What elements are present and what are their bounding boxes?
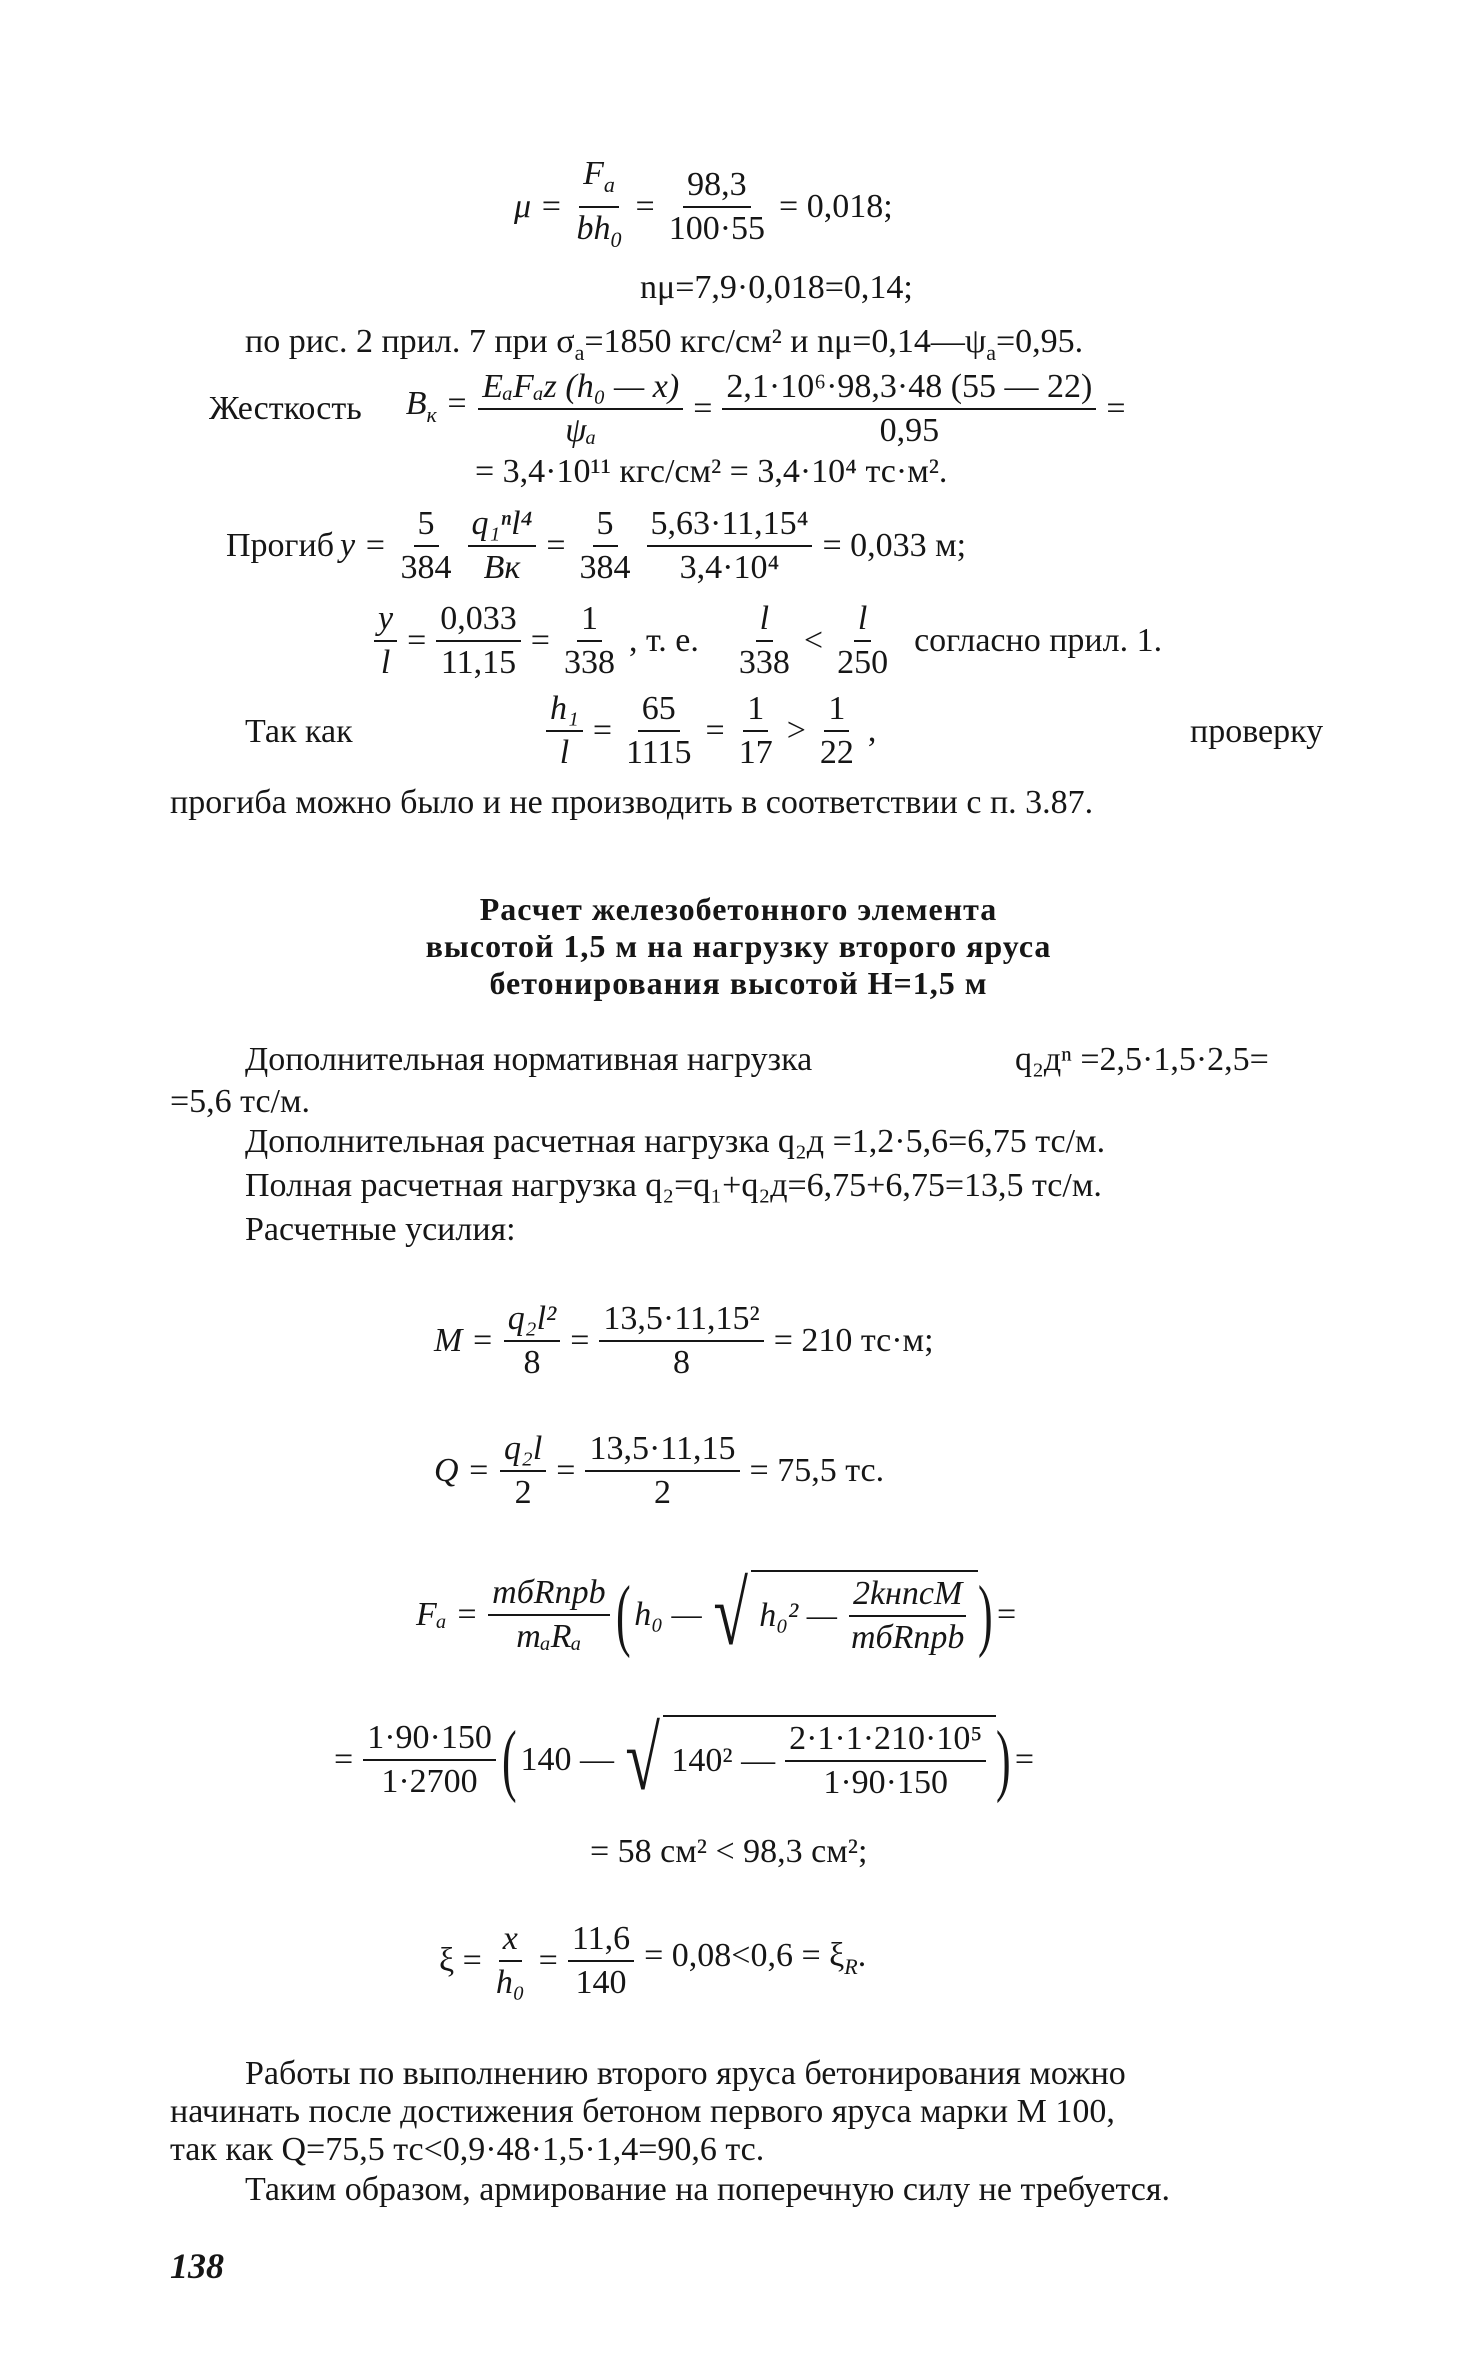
takkak-line2: прогиба можно было и не производить в соответствии с п. 3.87. xyxy=(170,784,1094,821)
takkak-label: Так как xyxy=(245,713,353,750)
load-line1c: =5,6 тс/м. xyxy=(170,1083,311,1120)
fraction: $\frac{\text{EₐFₐz (h₀ — x)}}{\text{ψₐ}}$ xyxy=(478,368,683,450)
section-heading-line1: Расчет железобетонного элемента xyxy=(479,891,998,927)
formula-deflection: Прогиб y = $\frac{5}{384}$ $\frac{\text{q₁ⁿl⁴}}{Bк}$ = $\frac{5}{384}$ $\frac{\text{5,63·11,15⁴}}{\text{3,4·10⁴}}$ = 0,033 м; xyxy=(226,505,967,586)
formula-xi: ξ = $\frac{x}{\text{h₀}}$ = $\frac{11,6}{140}$ = $0,08<0,6 = \xi_R$. xyxy=(439,1920,867,2001)
formula-moment: M = $\frac{\text{q₂l²}}{8}$ = $\frac{\text{13,5·11,15²}}{8}$ = 210 тс·м; xyxy=(434,1300,934,1381)
fraction: $\frac{98,3}{100\cdot 55}$ xyxy=(668,166,766,247)
area-result: = 58 см² < 98,3 см²; xyxy=(590,1833,868,1870)
closing-line4: Таким образом, армирование на поперечную силу не требуется. xyxy=(245,2171,1170,2208)
load-line1b: q₂дⁿ =2,5·1,5·2,5= xyxy=(1015,1041,1269,1078)
formula-shear: Q = $\frac{\text{q₂l}}{2}$ = $\frac{13,5\cdot 11,15}{2}$ = 75,5 тс. xyxy=(434,1430,885,1511)
closing-line3: так как Q=75,5 тс<0,9·48·1,5·1,4=90,6 тс. xyxy=(170,2131,765,2168)
fraction: $\frac{F_a}{bh_0}$ xyxy=(576,155,622,252)
formula-area: Fₐ = $\frac{\text{mбRпрb}}{\text{mₐRₐ}}$ ( h₀ — √ h₀² — $\frac{\text{2kнnсM}}{\text{mбRпрb}}$ ) = xyxy=(416,1565,1017,1664)
takkak-tail: проверку xyxy=(1190,713,1324,750)
stiffness-label: Жесткость xyxy=(209,390,362,427)
section-heading-line2: высотой 1,5 м на нагрузку второго яруса xyxy=(425,928,1052,964)
formula-nmu: nμ=7,9·0,018=0,14; xyxy=(640,269,913,306)
formula-mu: μ = $\frac{F_a}{bh_0}$ = $\frac{98,3}{100\cdot 55}$ = 0,018; xyxy=(510,155,897,259)
formula-mu-lhs: μ = xyxy=(514,188,563,225)
load-line3: Полная расчетная нагрузка q₂=q₁+q₂д=6,75+6,75=13,5 тс/м. xyxy=(245,1167,1102,1204)
formula-ratio: $\frac{y}{l}$ = $\frac{0,033}{11,15}$ = $\frac{1}{338}$ , т. е. $\frac{l}{338}$ < $\frac{l}{250}$ согласно прил. 1. xyxy=(368,600,1166,682)
formula-takkak: $\frac{\text{h₁}}{l}$ = $\frac{65}{1115}$ = $\frac{1}{17}$ > $\frac{1}{22}$ , xyxy=(540,690,880,772)
load-line1a: Дополнительная нормативная нагрузка xyxy=(245,1041,813,1078)
stiffness-result: = 3,4·10¹¹ кгс/см² = 3,4·10⁴ тс·м². xyxy=(475,453,948,490)
closing-line2: начинать после достижения бетоном первого яруса марки M 100, xyxy=(170,2093,1115,2130)
sqrt-sign: √ h₀² — $\frac{\text{2kнnсM}}{\text{mбRпрb}}$ xyxy=(706,1570,979,1660)
load-line4: Расчетные усилия: xyxy=(245,1211,516,1248)
formula-area-numeric: = $\frac{1\cdot 90\cdot 150}{1\cdot 2700}$ ( 140 — √ 140² — $\frac{\text{2·1·1·210·10⁵}}{1\cdot 90\cdot 150}$ ) = xyxy=(334,1710,1035,1809)
page-number: 138 xyxy=(170,2246,224,2286)
section-heading-line3: бетонирования высотой H=1,5 м xyxy=(489,965,988,1001)
sqrt-sign: √ 140² — $\frac{\text{2·1·1·210·10⁵}}{1\cdot 90\cdot 150}$ xyxy=(618,1715,996,1805)
fig-reference-line: по рис. 2 прил. 7 при $\sigma_a=1850$ кгс/см² и $n\mu=0,14—\psi_a=0,95$. xyxy=(245,323,1084,365)
deflection-label: Прогиб xyxy=(226,527,334,564)
load-line2: Дополнительная расчетная нагрузка q₂д =1,2·5,6=6,75 тс/м. xyxy=(245,1123,1106,1160)
formula-stiffness: Жесткость $B_к$ = $\frac{\text{EₐFₐz (h₀ — x)}}{\text{ψₐ}}$ = $\frac{\text{2,1·10⁶·98,3·48 (55 — 22)}}{0,95}$ = xyxy=(209,368,1126,449)
fraction: $\frac{\text{2,1·10⁶·98,3·48 (55 — 22)}}{0,95}$ xyxy=(722,368,1096,450)
closing-line1: Работы по выполнению второго яруса бетонирования можно xyxy=(245,2055,1126,2092)
